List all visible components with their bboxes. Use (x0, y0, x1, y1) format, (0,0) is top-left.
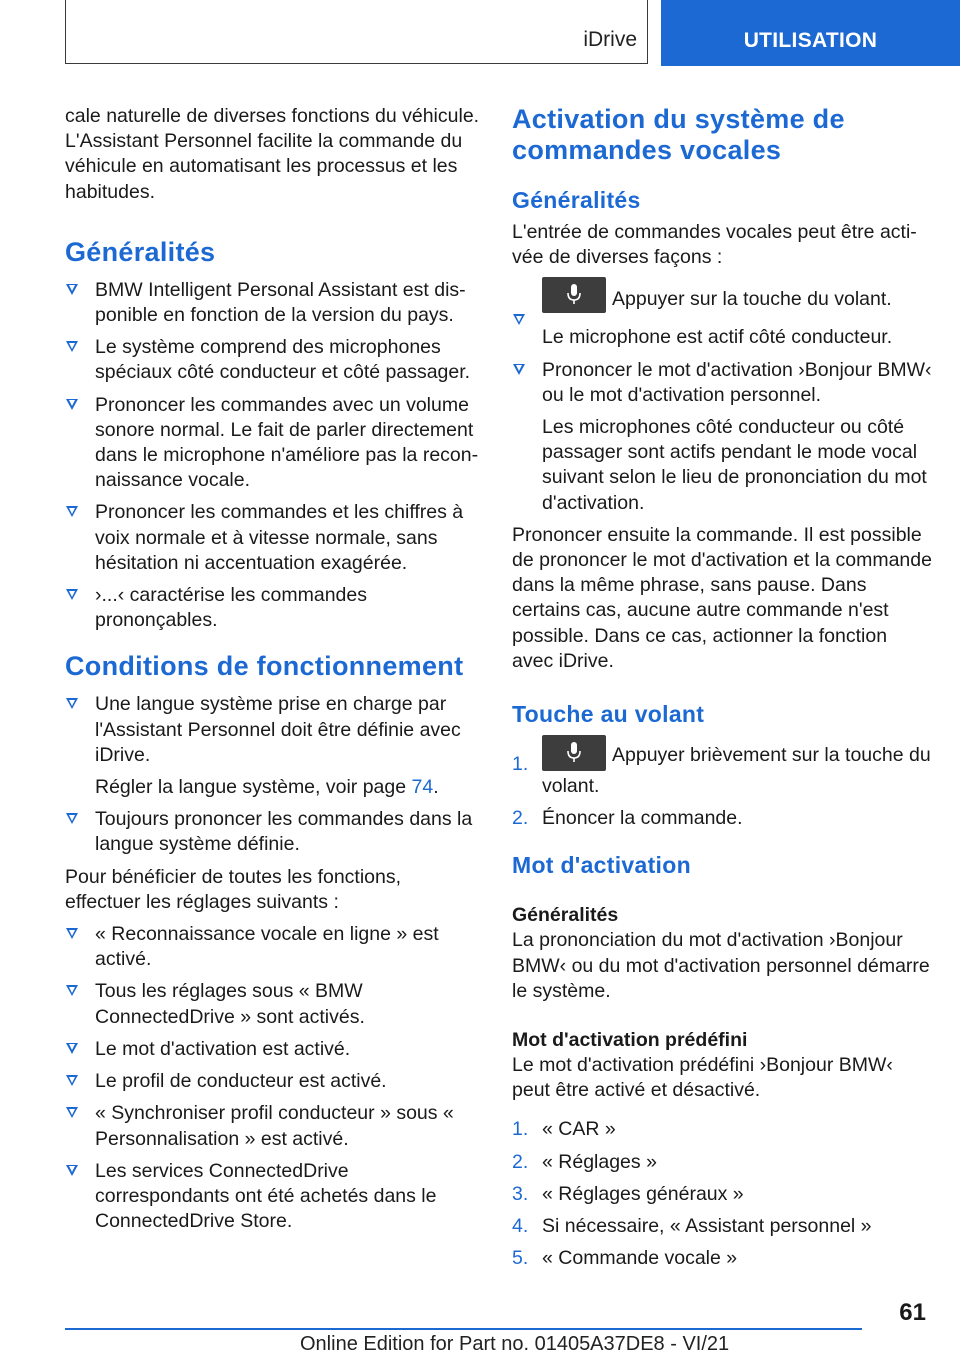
conditions-list (65, 692, 480, 857)
wheel-steps (512, 738, 932, 831)
microphone-icon (566, 283, 582, 307)
activation-heading: Activation du système de commandes vocales (512, 104, 845, 165)
bullet-triangle-icon (66, 1075, 78, 1086)
list-item: Le profil de conducteur est activé. (65, 1069, 480, 1094)
bullet-triangle-icon (66, 1165, 78, 1176)
list-item: 4. Si nécessaire, « Assistant personnel » (512, 1215, 872, 1238)
list-item: 2. Énoncer la commande. (512, 807, 743, 830)
list-item: Le mot d'activation est activé. (65, 1037, 480, 1062)
predefined-heading: Mot d'activation prédéfini (512, 1029, 748, 1052)
list-item: Le système comprend des microphones spéciaux côté conducteur et côté passager. (65, 335, 480, 385)
list-item: 1. Appuyer brièvement sur la touche du volant. (512, 738, 932, 799)
bullet-triangle-icon (66, 1043, 78, 1054)
conditions-heading: Conditions de fonctionnement (65, 651, 464, 682)
bullet-triangle-icon (66, 341, 78, 352)
general-list (65, 278, 480, 634)
bullet-triangle-icon (513, 364, 525, 375)
intro-paragraph: cale naturelle de diverses fonctions du véhicule. L'Assistant Personnel facilite la commande du véhicule en automatisant les processus et les habitudes. (65, 105, 480, 203)
list-item: Appuyer sur la touche du volant. Le microphone est actif côté conducteur. (512, 282, 932, 350)
bullet-triangle-icon (66, 928, 78, 939)
right-general-heading: Généralités (512, 187, 641, 213)
list-item: Tous les réglages sous « BMW ConnectedDrive » sont activés. (65, 979, 480, 1029)
settings-intro: Pour bénéficier de toutes les fonctions, effectuer les réglages suivants : (65, 865, 402, 913)
list-item: Les services ConnectedDrive correspondants ont été achetés dans le ConnectedDrive Store. (65, 1159, 480, 1235)
microphone-icon (566, 741, 582, 765)
bullet-triangle-icon (66, 985, 78, 996)
left-column (65, 104, 480, 1241)
list-item: « Synchroniser profil conducteur » sous « Personnalisation » est activé. (65, 1101, 480, 1151)
bullet-triangle-icon (66, 698, 78, 709)
footer-divider (65, 1328, 862, 1330)
section-title: iDrive (583, 28, 637, 51)
list-item: Prononcer le mot d'activation ›Bonjour BMW‹ ou le mot d'activation personnel. Les microphones côté conducteur ou côté passager sont actifs pendant le mode vocal suivant selon le lieu de prononciation du mot d'activation. (512, 358, 932, 516)
predefined-steps (512, 1117, 932, 1271)
general-heading: Généralités (65, 236, 216, 267)
way2-note: Les microphones côté conducteur ou côté passager sont actifs pendant le mode vocal suivant selon le lieu de prononciation du mot d'activation. (542, 416, 927, 514)
wheel-heading: Touche au volant (512, 701, 705, 728)
right-column (512, 104, 932, 1278)
activation-intro: L'entrée de commandes vocales peut être activée de diverses façons : (512, 221, 917, 269)
bullet-triangle-icon (66, 813, 78, 824)
bullet-triangle-icon (66, 589, 78, 600)
bullet-triangle-icon (513, 314, 525, 325)
predefined-text: Le mot d'activation prédéfini ›Bonjour BMW‹ peut être activé et désactivé. (512, 1054, 893, 1102)
bullet-triangle-icon (66, 506, 78, 517)
list-item: 3. « Réglages généraux » (512, 1182, 744, 1205)
page-link[interactable]: 74 (411, 776, 434, 799)
list-item: Prononcer les commandes avec un volume sonore normal. Le fait de parler directement dans le microphone n'améliore pas la reconnaissance vocale. (65, 393, 480, 494)
language-reference: Régler la langue système, voir page 74. (95, 776, 439, 799)
list-item: Une langue système prise en charge par l'Assistant Personnel doit être définie avec iDrive. Régler la langue système, voir page 74. (65, 692, 480, 800)
microphone-button-icon (542, 277, 606, 313)
settings-list (65, 922, 480, 1234)
list-item: 1. « CAR » (512, 1118, 616, 1141)
list-item: 2. « Réglages » (512, 1150, 657, 1173)
bullet-triangle-icon (66, 284, 78, 295)
edition-footer: Online Edition for Part no. 01405A37DE8 - VI/21 (300, 1333, 730, 1355)
way1-note: Le microphone est actif côté conducteur. (542, 326, 893, 349)
wake-word-heading: Mot d'activation (512, 852, 691, 879)
wake-general-text: La prononciation du mot d'activation ›Bonjour BMW‹ ou du mot d'activation personnel démarre le système. (512, 929, 930, 1002)
microphone-button-icon (542, 735, 606, 771)
bullet-triangle-icon (66, 399, 78, 410)
list-item: ›...‹ caractérise les commandes prononçables. (65, 583, 480, 633)
activation-ways-list (512, 282, 932, 515)
list-item: BMW Intelligent Personal Assistant est disponible en fonction de la version du pays. (65, 278, 480, 328)
chapter-tab-label: UTILISATION (743, 29, 878, 52)
bullet-triangle-icon (66, 1107, 78, 1118)
wake-general-heading: Généralités (512, 904, 619, 927)
follow-up-paragraph: Prononcer ensuite la commande. Il est possible de prononcer le mot d'activation et la commande dans la même phrase, sans pause. Dans certains cas, aucune autre commande n'est possible. Dans ce cas, actionner la fonction avec iDrive. (512, 523, 932, 672)
list-item: Toujours prononcer les commandes dans la langue système définie. (65, 807, 480, 857)
list-item: « Reconnaissance vocale en ligne » est activé. (65, 922, 480, 972)
list-item: 5. « Commande vocale » (512, 1247, 738, 1270)
page-number: 61 (899, 1299, 926, 1326)
list-item: Prononcer les commandes et les chiffres à voix normale et à vitesse normale, sans hésitation ni accentuation exagérée. (65, 500, 480, 576)
page-header (0, 0, 960, 66)
chapter-tab (661, 0, 960, 66)
